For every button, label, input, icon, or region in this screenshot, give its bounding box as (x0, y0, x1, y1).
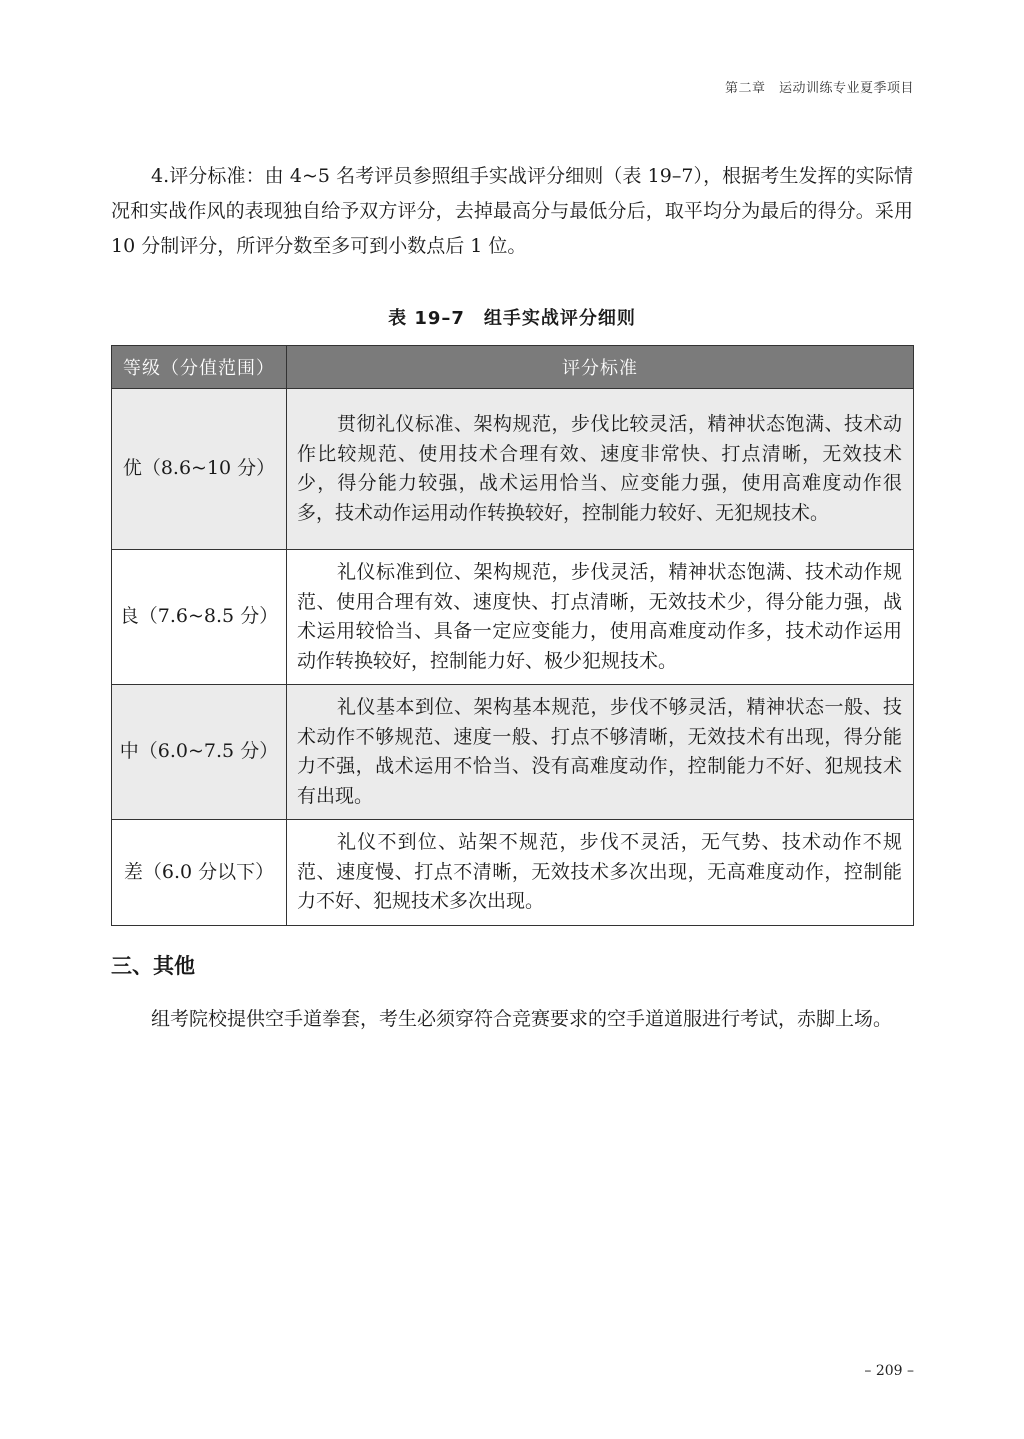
scoring-standard-paragraph: 4.评分标准：由 4~5 名考评员参照组手实战评分细则（表 19–7），根据考生发挥的实际情况和实战作风的表现独自给予双方评分，去掉最高分与最低分后，取平均分为最后的得分。采用 10 分制评分，所评分数至多可到小数点后 1 位。 (111, 165, 913, 257)
grade-column-header: 等级（分值范围） (112, 346, 287, 389)
table-row (112, 389, 914, 550)
criteria-cell: 礼仪标准到位、架构规范，步伐灵活，精神状态饱满、技术动作规范、使用合理有效、速度快、打点清晰，无效技术少，得分能力强，战术运用较恰当、具备一定应变能力，使用高难度动作多，技术动作运用动作转换较好，控制能力好、极少犯规技术。 (287, 550, 914, 685)
table-row (112, 550, 914, 685)
grade-cell: 优（8.6~10 分） (112, 389, 287, 550)
criteria-cell: 贯彻礼仪标准、架构规范，步伐比较灵活，精神状态饱满、技术动作比较规范、使用技术合理有效、速度非常快、打点清晰，无效技术少，得分能力较强，战术运用恰当、应变能力强，使用高难度动作很多，技术动作运用动作转换较好，控制能力较好、无犯规技术。 (287, 389, 914, 550)
table-caption: 表 19–7 组手实战评分细则 (388, 308, 636, 329)
grade-cell: 差（6.0 分以下） (112, 820, 287, 926)
table-header-row (112, 346, 914, 389)
page-number: – 209 – (864, 1363, 914, 1379)
table-row (112, 685, 914, 820)
section-heading: 三、其他 (111, 954, 195, 978)
criteria-cell: 礼仪不到位、站架不规范，步伐不灵活，无气势、技术动作不规范、速度慢、打点不清晰，无效技术多次出现，无高难度动作，控制能力不好、犯规技术多次出现。 (287, 820, 914, 926)
grade-cell: 中（6.0~7.5 分） (112, 685, 287, 820)
running-head: 第二章 运动训练专业夏季项目 (724, 81, 914, 96)
table-row (112, 820, 914, 926)
grade-cell: 良（7.6~8.5 分） (112, 550, 287, 685)
criteria-cell: 礼仪基本到位、架构基本规范，步伐不够灵活，精神状态一般、技术动作不够规范、速度一般、打点不够清晰，无效技术有出现，得分能力不强，战术运用不恰当、没有高难度动作，控制能力不好、犯规技术有出现。 (287, 685, 914, 820)
scoring-table (111, 345, 914, 926)
other-section-paragraph: 组考院校提供空手道拳套，考生必须穿符合竞赛要求的空手道道服进行考试，赤脚上场。 (151, 1008, 893, 1030)
criteria-column-header: 评分标准 (287, 346, 914, 389)
